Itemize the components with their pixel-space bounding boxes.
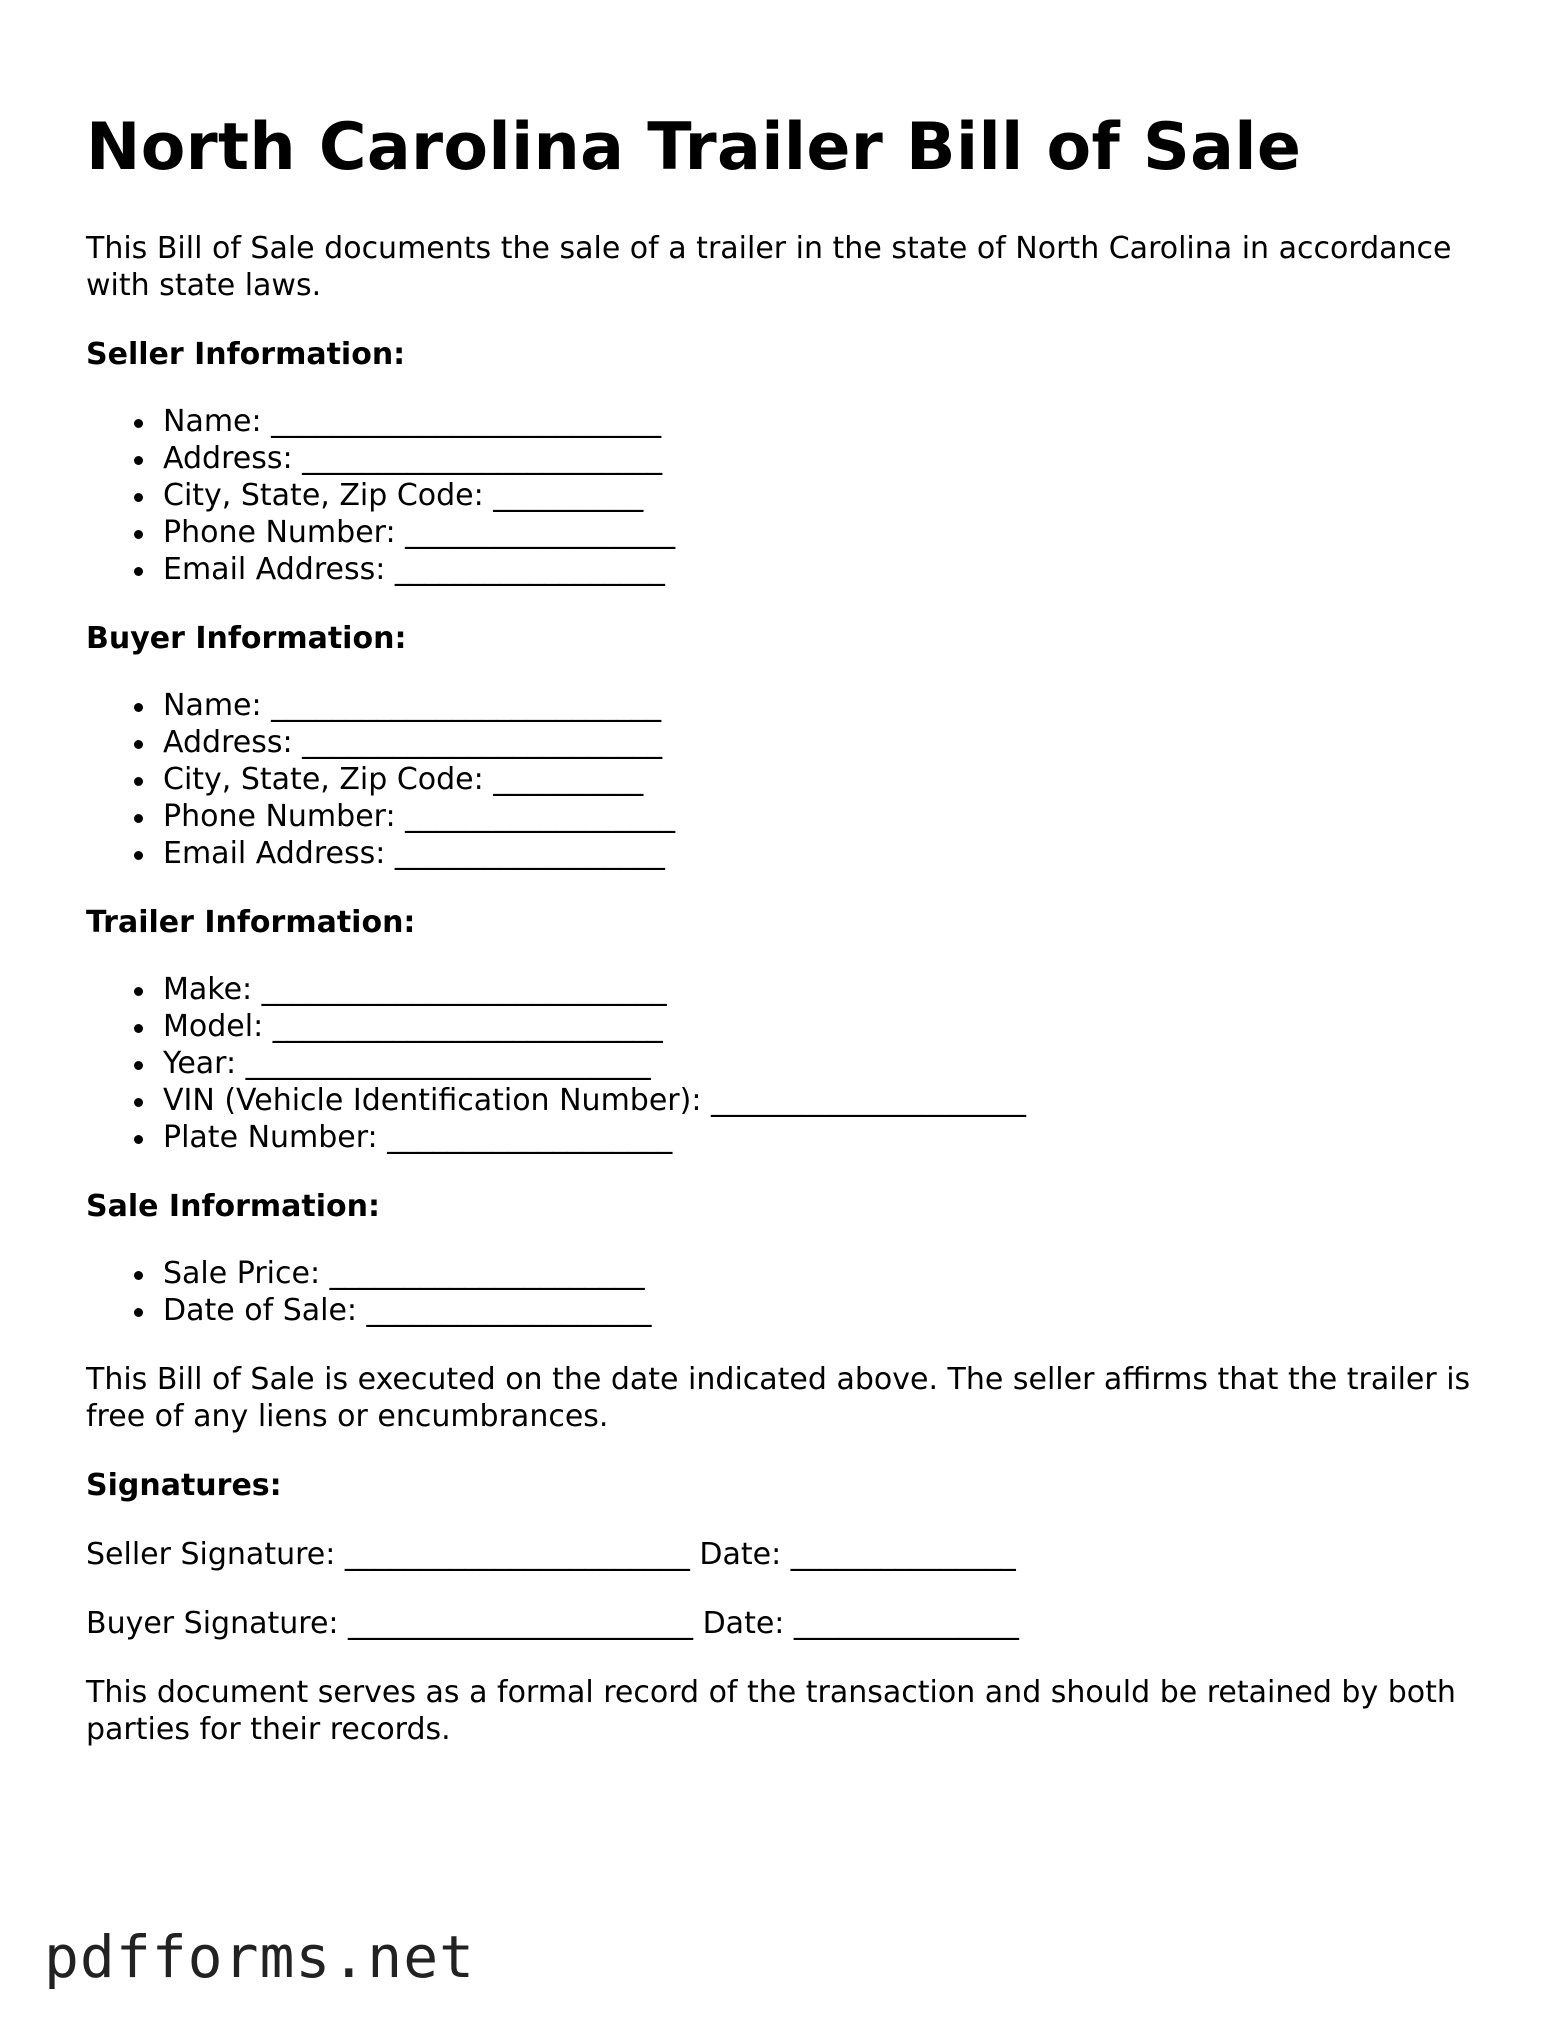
sale-section-heading: Sale Information: — [86, 1189, 380, 1224]
trailer-model-field[interactable]: Model: __________________________ — [163, 1008, 1506, 1045]
closing-paragraph: This Bill of Sale is executed on the date indicated above. The seller affirms that the trailer is free of any liens or encumbrances. — [86, 1362, 1471, 1434]
buyer-address-field[interactable]: Address: ________________________ — [163, 724, 1506, 761]
trailer-section-heading: Trailer Information: — [86, 905, 416, 940]
seller-phone-field[interactable]: Phone Number: __________________ — [163, 514, 1506, 551]
sale-price-field[interactable]: Sale Price: _____________________ — [163, 1255, 1506, 1292]
sale-field-list — [86, 1255, 1506, 1329]
seller-email-field[interactable]: Email Address: __________________ — [163, 551, 1506, 588]
buyer-email-field[interactable]: Email Address: __________________ — [163, 835, 1506, 872]
seller-field-list — [86, 403, 1506, 588]
seller-name-field[interactable]: Name: __________________________ — [163, 403, 1506, 440]
buyer-section-heading: Buyer Information: — [86, 621, 407, 656]
buyer-name-field[interactable]: Name: __________________________ — [163, 687, 1506, 724]
seller-section-heading: Seller Information: — [86, 337, 406, 372]
buyer-city-state-zip-field[interactable]: City, State, Zip Code: __________ — [163, 761, 1506, 798]
trailer-make-field[interactable]: Make: ___________________________ — [163, 971, 1506, 1008]
seller-city-state-zip-field[interactable]: City, State, Zip Code: __________ — [163, 477, 1506, 514]
trailer-plate-field[interactable]: Plate Number: ___________________ — [163, 1119, 1506, 1156]
signatures-heading: Signatures: — [86, 1468, 282, 1503]
document-title: North Carolina Trailer Bill of Sale — [86, 110, 1302, 185]
trailer-vin-field[interactable]: VIN (Vehicle Identification Number): _____________________ — [163, 1082, 1506, 1119]
watermark-logo: pdfforms.net — [44, 1923, 476, 1991]
buyer-field-list — [86, 687, 1506, 872]
final-note-paragraph: This document serves as a formal record of the transaction and should be retained by both parties for their records. — [86, 1675, 1456, 1747]
trailer-year-field[interactable]: Year: ___________________________ — [163, 1045, 1506, 1082]
sale-date-field[interactable]: Date of Sale: ___________________ — [163, 1292, 1506, 1329]
seller-signature-line[interactable]: Seller Signature: _______________________ Date: _______________ — [86, 1537, 1016, 1572]
buyer-signature-line[interactable]: Buyer Signature: _______________________ Date: _______________ — [86, 1606, 1019, 1641]
buyer-phone-field[interactable]: Phone Number: __________________ — [163, 798, 1506, 835]
document-page — [86, 108, 1506, 1748]
seller-address-field[interactable]: Address: ________________________ — [163, 440, 1506, 477]
intro-paragraph: This Bill of Sale documents the sale of a trailer in the state of North Carolina in accordance with state laws. — [86, 231, 1452, 303]
trailer-field-list — [86, 971, 1506, 1156]
